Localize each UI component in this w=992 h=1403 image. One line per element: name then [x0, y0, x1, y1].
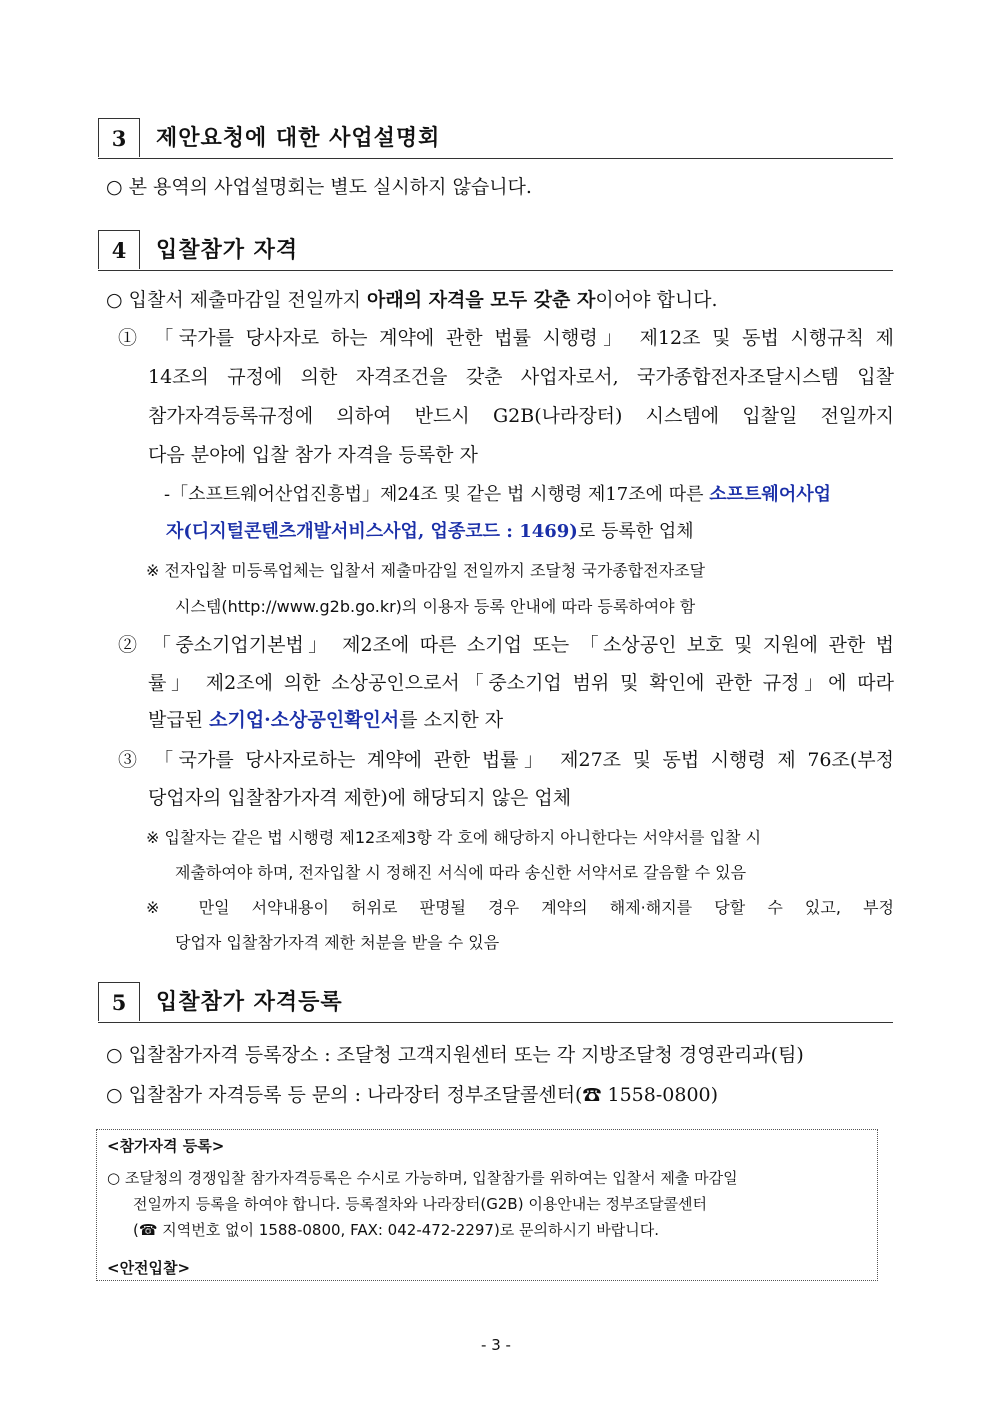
paragraph: ○ 입찰참가자격 등록장소 : 조달청 고객지원센터 또는 각 지방조달청 경영관리과(팀): [106, 1044, 804, 1066]
box-line: ○ 조달청의 경쟁입찰 참가자격등록은 수시로 가능하며, 입찰참가를 위하여는 입찰서 제출 마감일: [107, 1169, 738, 1187]
item-1-line: 14조의 규정에 의한 자격조건을 갖춘 사업자로서, 국가종합전자조달시스템 입찰: [148, 366, 894, 388]
text: -「소프트웨어산업진흥법」제24조 및 같은 법 시행령 제17조에 따른: [164, 484, 710, 505]
item-1-line: ① 「국가를 당사자로 하는 계약에 관한 법률 시행령」 제12조 및 동법 시행규칙 제: [118, 327, 894, 349]
section-title: 입찰참가 자격: [156, 237, 299, 263]
emphasis-text: 아래의 자격을 모두 갖춘 자: [367, 289, 596, 311]
text: 이어야 합니다.: [595, 289, 718, 311]
paragraph: [106, 285, 718, 315]
item-3-line: 당업자의 입찰참가자격 제한)에 해당되지 않은 업체: [148, 787, 572, 809]
box-line: (☎ 지역번호 없이 1588-0800, FAX: 042-472-2297)로 문의하시기 바랍니다.: [133, 1221, 660, 1239]
info-box: [96, 1129, 878, 1281]
sub-item-line: [166, 517, 694, 547]
section-5-header: [98, 982, 893, 1023]
paragraph: ○ 본 용역의 사업설명회는 별도 실시하지 않습니다.: [106, 176, 532, 198]
note-line: 제출하여야 하며, 전자입찰 시 정해진 서식에 따라 송신한 서약서로 갈음할 수 있음: [175, 863, 747, 882]
section-title: 입찰참가 자격등록: [156, 989, 343, 1015]
section-number: 4: [98, 230, 140, 269]
item-2-line: ② 「중소기업기본법」 제2조에 따른 소기업 또는 「소상공인 보호 및 지원에 관한 법: [118, 634, 894, 656]
highlight-text: 자(디지털콘텐츠개발서비스사업, 업종코드 : 1469): [166, 521, 578, 542]
section-number: 3: [98, 118, 140, 157]
note-line: ※ 만일 서약내용이 허위로 판명될 경우 계약의 해제·해지를 당할 수 있고, 부정: [146, 898, 894, 917]
note-line: 시스템(http://www.g2b.go.kr)의 이용자 등록 안내에 따라 등록하여야 함: [175, 597, 696, 616]
highlight-text: 소기업·소상공인확인서: [209, 709, 400, 731]
text: 를 소지한 자: [399, 709, 504, 731]
note-line: 당업자 입찰참가자격 제한 처분을 받을 수 있음: [175, 933, 500, 952]
text: 로 등록한 업체: [577, 521, 694, 542]
page-number: - 3 -: [481, 1336, 511, 1354]
box-heading: <안전입찰>: [107, 1259, 191, 1277]
note-line: ※ 입찰자는 같은 법 시행령 제12조제3항 각 호에 해당하지 아니한다는 서약서를 입찰 시: [146, 828, 762, 847]
item-2-line: 률」 제2조에 의한 소상공인으로서「중소기업 범위 및 확인에 관한 규정」에 따라: [148, 672, 894, 694]
item-3-line: ③ 「국가를 당사자로하는 계약에 관한 법률」 제27조 및 동법 시행령 제 76조(부정: [118, 749, 894, 771]
highlight-text: 소프트웨어사업: [709, 484, 831, 505]
text: 발급된: [148, 709, 210, 731]
paragraph: ○ 입찰참가 자격등록 등 문의 : 나라장터 정부조달콜센터(☎ 1558-0800): [106, 1084, 719, 1106]
item-1-line: 참가자격등록규정에 의하여 반드시 G2B(나라장터) 시스템에 입찰일 전일까지: [148, 405, 894, 427]
section-3-header: [98, 118, 893, 159]
section-4-header: [98, 230, 893, 271]
box-heading: <참가자격 등록>: [107, 1137, 225, 1155]
text: ○ 입찰서 제출마감일 전일까지: [106, 289, 367, 311]
section-title: 제안요청에 대한 사업설명회: [156, 125, 441, 151]
section-number: 5: [98, 982, 140, 1021]
item-1-line: 다음 분야에 입찰 참가 자격을 등록한 자: [148, 444, 478, 466]
item-2-line: [148, 705, 503, 735]
note-line: ※ 전자입찰 미등록업체는 입찰서 제출마감일 전일까지 조달청 국가종합전자조달: [146, 561, 706, 580]
sub-item-line: [164, 480, 831, 510]
box-line: 전일까지 등록을 하여야 합니다. 등록절차와 나라장터(G2B) 이용안내는 정부조달콜센터: [133, 1195, 707, 1213]
